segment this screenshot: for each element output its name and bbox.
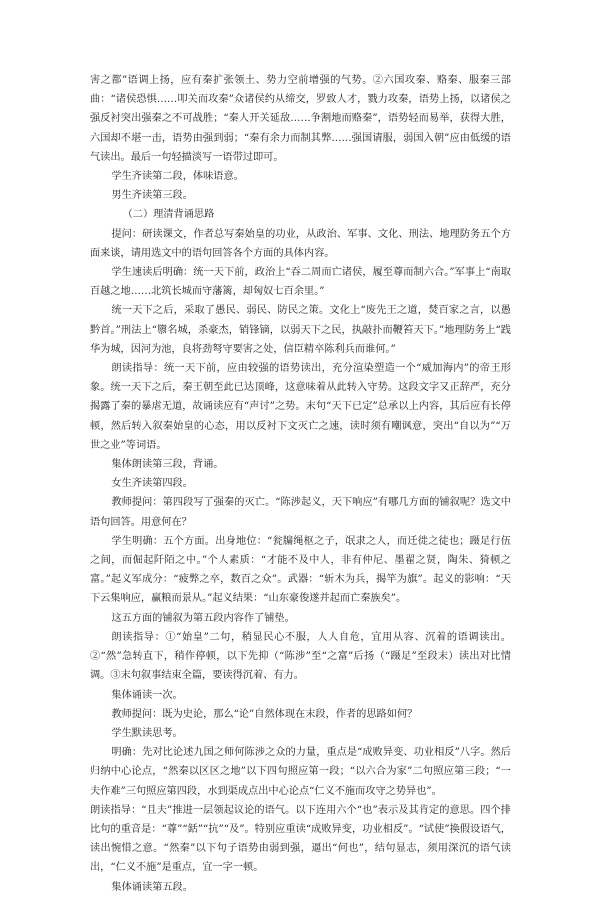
paragraph-reading-guide-para5: 朗读指导：“且夫”推进一层领起议论的语气。以下连用六个“也”表示及其肯定的意思。四个排比句的重音是：“尊”“銛”“抗”“及”。特别应重读“成败异变，功业相反”。“试使”换假设语气，读出惋惜之意。“然秦”以下句子语势由弱到强，逼出“何也”，结句显志，须用深沉的语气读出，“仁义不施”是重点，宜一字一顿。 <box>90 804 511 874</box>
paragraph-recite-5: 集体诵读第五段。 <box>111 881 193 893</box>
paragraph-girls-read-4: 女生齐读第四段。 <box>111 478 193 490</box>
paragraph-foreshadow: 这五方面的铺叙为第五段内容作了铺垫。 <box>111 612 295 624</box>
paragraph-reading-guide-para2-end: 害之都”语调上扬，应有秦扩张领土、势力空前增强的气势。②六国攻秦、赂秦、服秦三部曲：“诸侯恐惧……叩关而攻秦”众诸侯约从缔交，罗致人才，戮力攻秦，语势上扬，以诸侯之强反衬突出强秦之不可战胜；“秦人开关延敌……争割地而赂秦”，语势轻而易举，获得大胜，六国却不堪一击，语势由强到弱；“秦有余力而制其弊……强国请服，弱国入朝”应由低缓的语气读出。最后一句轻描淡写一语带过即可。 <box>90 75 511 163</box>
paragraph-silent-read: 学生默读思考。 <box>111 727 183 739</box>
paragraph-students-read-2: 学生齐读第二段，体味语意。 <box>111 171 244 183</box>
paragraph-answer-final: 明确：先对比论述九国之师何陈涉之众的力量，重点是“成败异变、功业相反”八字。然后归纳中心论点，“然秦以区区之地”以下四句照应第一段；“以六合为家”二句照应第三段；“一夫作难”三句照应第四段，水到渠成点出中心论点“仁义不施而攻守之势异也”。 <box>90 747 511 797</box>
section-heading-recitation: （二）理清背诵思路 <box>122 209 215 221</box>
paragraph-recite-once: 集体诵读一次。 <box>111 689 183 701</box>
paragraph-boys-read-3: 男生齐读第三段。 <box>111 190 193 202</box>
paragraph-question-five-aspects: 提问：研读课文，作者总写秦始皇的功业，从政治、军事、文化、刑法、地理防务五个方面来谈，请用选文中的语句回答各个方面的具体内容。 <box>90 228 511 259</box>
paragraph-reading-guide-para3: 朗读指导：统一天下前，应由较强的语势读出，充分渲染塑造一个“威加海内”的帝王形象。统一天下之后，秦王朝至此已达顶峰，这意味着从此转入守势。这段文字又正辞严，充分揭露了秦的暴虐无道，故诵读应有“声讨”之势。末句“天下已定”总承以上内容，其后应有长停顿，然后转入叙秦始皇的心态，用以反衬下文灭亡之速，读时须有嘲讽意，突出“自以为”“万世之业”等词语。 <box>90 363 511 451</box>
paragraph-answer-five-aspects: 学生明确：五个方面。出身地位：“瓮牖绳枢之子，氓隶之人，而迁徙之徒也；蹑足行伍之间，而倔起阡陌之中。”个人素质：“才能不及中人，非有仲尼、墨翟之贤，陶朱、猗顿之富。”起义军成分：“疲弊之卒，数百之众”。武器：“斩木为兵，揭竿为旗”。起义的影响：“天下云集响应，赢粮而景从。”起义结果：“山东豪俊遂并起而亡秦族矣”。 <box>90 535 511 605</box>
paragraph-recite-3: 集体朗读第三段，背诵。 <box>111 459 224 471</box>
paragraph-reading-guide-para4: 朗读指导：①“始皇”二句，稍显民心不服，人人自危，宜用从容、沉着的语调读出。②“然”急转直下，稍作停顿，以下先抑（“陈涉”至“之富”后扬（“蹑足”至段末）读出对比情调。③末句叙事结束全篇，要读得沉着、有力。 <box>90 631 511 682</box>
paragraph-question-para4: 教师提问：第四段写了强秦的灭亡。“陈涉起义，天下响应”有哪几方面的铺叙呢？选文中语句回答。用意何在？ <box>90 497 511 528</box>
paragraph-answer-after-unification: 统一天下之后，采取了愚民、弱民、防民之策。文化上“废先王之道，焚百家之言，以愚黔首。”刑法上“隳名城，杀豪杰，销锋镝，以弱天下之民，执敲扑而鞭笞天下。”地理防务上“践华为城，因河为池，良将劲弩守要害之处，信臣精卒陈利兵而谁何。” <box>90 305 511 355</box>
paragraph-question-final: 教师提问：既为史论，那么“论”自然体现在末段，作者的思路如何？ <box>111 708 418 720</box>
paragraph-answer-before-unification: 学生速读后明确：统一天下前，政治上“吞二周而亡诸侯，履至尊而制六合。”军事上“南取百越之地……北筑长城而守藩篱，却匈奴七百余里。” <box>90 267 511 298</box>
